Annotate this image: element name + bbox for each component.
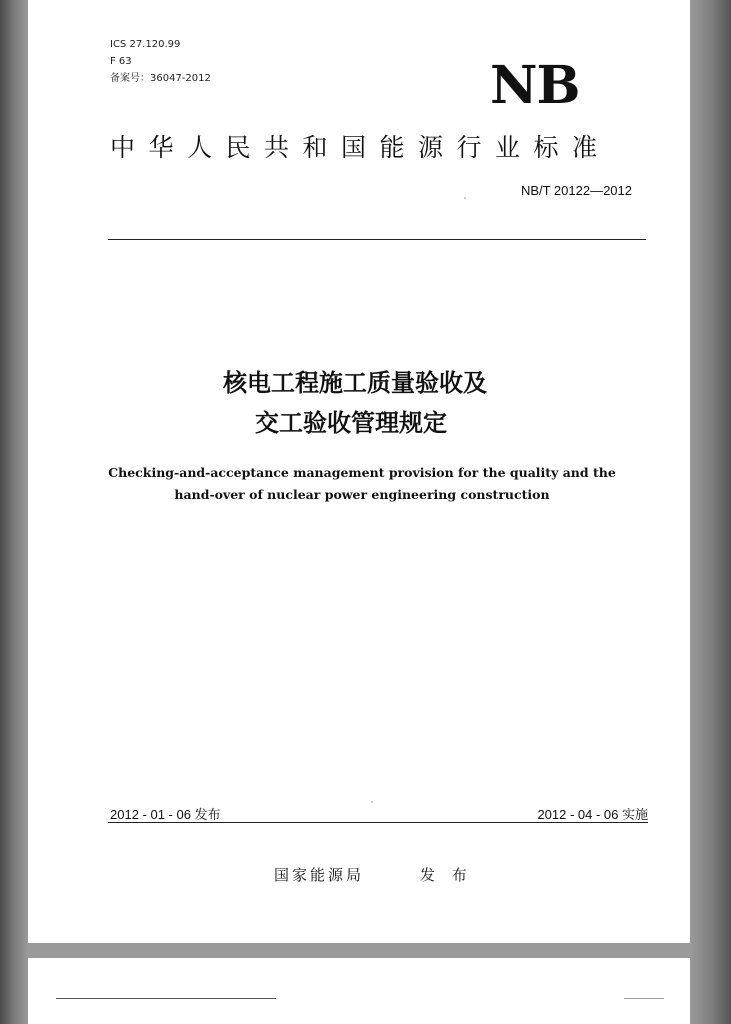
nb-logo: NB: [490, 55, 580, 116]
publish-label: 发 布: [420, 866, 473, 884]
publisher-name: 国家能源局: [274, 866, 365, 884]
title-cn-line1: 核电工程施工质量验收及: [223, 369, 487, 397]
next-page-edge: [28, 958, 690, 1024]
scan-speck: [371, 801, 373, 803]
bottom-divider: [108, 822, 648, 823]
title-cn-line2: 交工验收管理规定: [255, 409, 447, 437]
document-page: [28, 0, 690, 943]
standard-name: 中华人民共和国能源行业标准: [110, 133, 611, 162]
standard-code: NB/T 20122—2012: [520, 183, 632, 198]
implement-date: 2012 - 04 - 06 实施: [537, 807, 648, 822]
top-divider: [108, 239, 646, 240]
next-page-rule-short: [624, 998, 664, 999]
category-code: F 63: [110, 56, 132, 67]
title-en-line1: Checking-and-acceptance management provision for the quality and the: [108, 465, 616, 480]
ics-code: ICS 27.120.99: [110, 39, 181, 50]
issue-date: 2012 - 01 - 06 发布: [110, 807, 221, 822]
title-en-line2: hand-over of nuclear power engineering construction: [174, 487, 550, 502]
record-number: 备案号：36047-2012: [110, 73, 211, 84]
scan-speck: [464, 197, 466, 199]
next-page-rule: [56, 998, 276, 999]
